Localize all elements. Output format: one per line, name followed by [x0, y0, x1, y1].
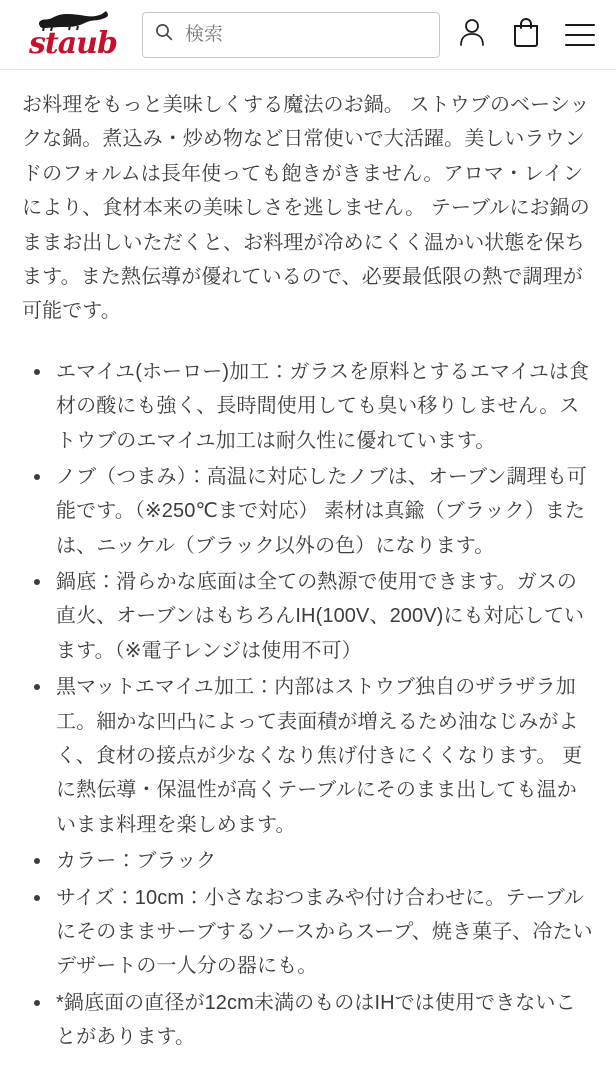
product-description-text: お料理をもっと美味しくする魔法のお鍋。 ストウブのベーシックな鍋。煮込み・炒め物など日常使いで大活躍。美しいラウンドのフォルムは長年使っても飽きがきません。アロマ・レインにより、食材本来の美味しさを逃しません。 テーブルにお鍋のままお出しいただくと、お料理が冷めにくく温かい状態を保ちます。また熱伝導が優れているので、必要最低限の熱で調理が可能です。 — [22, 94, 590, 323]
menu-button[interactable] — [558, 11, 602, 59]
account-button[interactable] — [450, 11, 494, 59]
list-item: *鍋底面の直径が12cm未満のものはIHでは使用できないことがあります。 — [56, 986, 594, 1055]
hamburger-menu-icon — [565, 24, 595, 46]
brand-name: staub — [29, 25, 117, 61]
product-description-section — [0, 70, 616, 1067]
product-features-list — [22, 355, 594, 1055]
cart-button[interactable] — [504, 11, 548, 59]
shopping-bag-icon — [511, 16, 541, 53]
list-item: ノブ（つまみ）：高温に対応したノブは、オーブン調理も可能です。（※250℃まで対応） 素材は真鍮（ブラック）または、ニッケル（ブラック以外の色）になります。 — [56, 460, 594, 563]
search-box[interactable] — [142, 12, 440, 58]
list-item: 黒マットエマイユ加工：内部はストウブ独自のザラザラ加工。細かな凹凸によって表面積が増えるため油なじみがよく、食材の接点が少なくなり焦げ付きにくくなります。 更に熱伝導・保温性が高くテーブルにそのまま出しても温かいまま料理を楽しめます。 — [56, 670, 594, 842]
list-item: エマイユ(ホーロー)加工：ガラスを原料とするエマイユは食材の酸にも強く、長時間使用しても臭い移りしません。ストウブのエマイユ加工は耐久性に優れています。 — [56, 355, 594, 458]
site-header — [0, 0, 616, 70]
brand-logo[interactable] — [14, 7, 132, 63]
list-item: カラー：ブラック — [56, 844, 594, 878]
search-icon — [155, 23, 173, 46]
list-item: 鍋底：滑らかな底面は全ての熱源で使用できます。ガスの直火、オーブンはもちろんIH(100V、200V)にも対応しています。（※電子レンジは使用不可） — [56, 565, 594, 668]
user-account-icon — [458, 17, 486, 52]
list-item: サイズ：10cm：小さなおつまみや付け合わせに。テーブルにそのままサーブするソースからスープ、焼き菓子、冷たいデザートの一人分の器にも。 — [56, 881, 594, 984]
cow-logo-icon — [36, 11, 110, 31]
search-input[interactable] — [183, 23, 427, 47]
